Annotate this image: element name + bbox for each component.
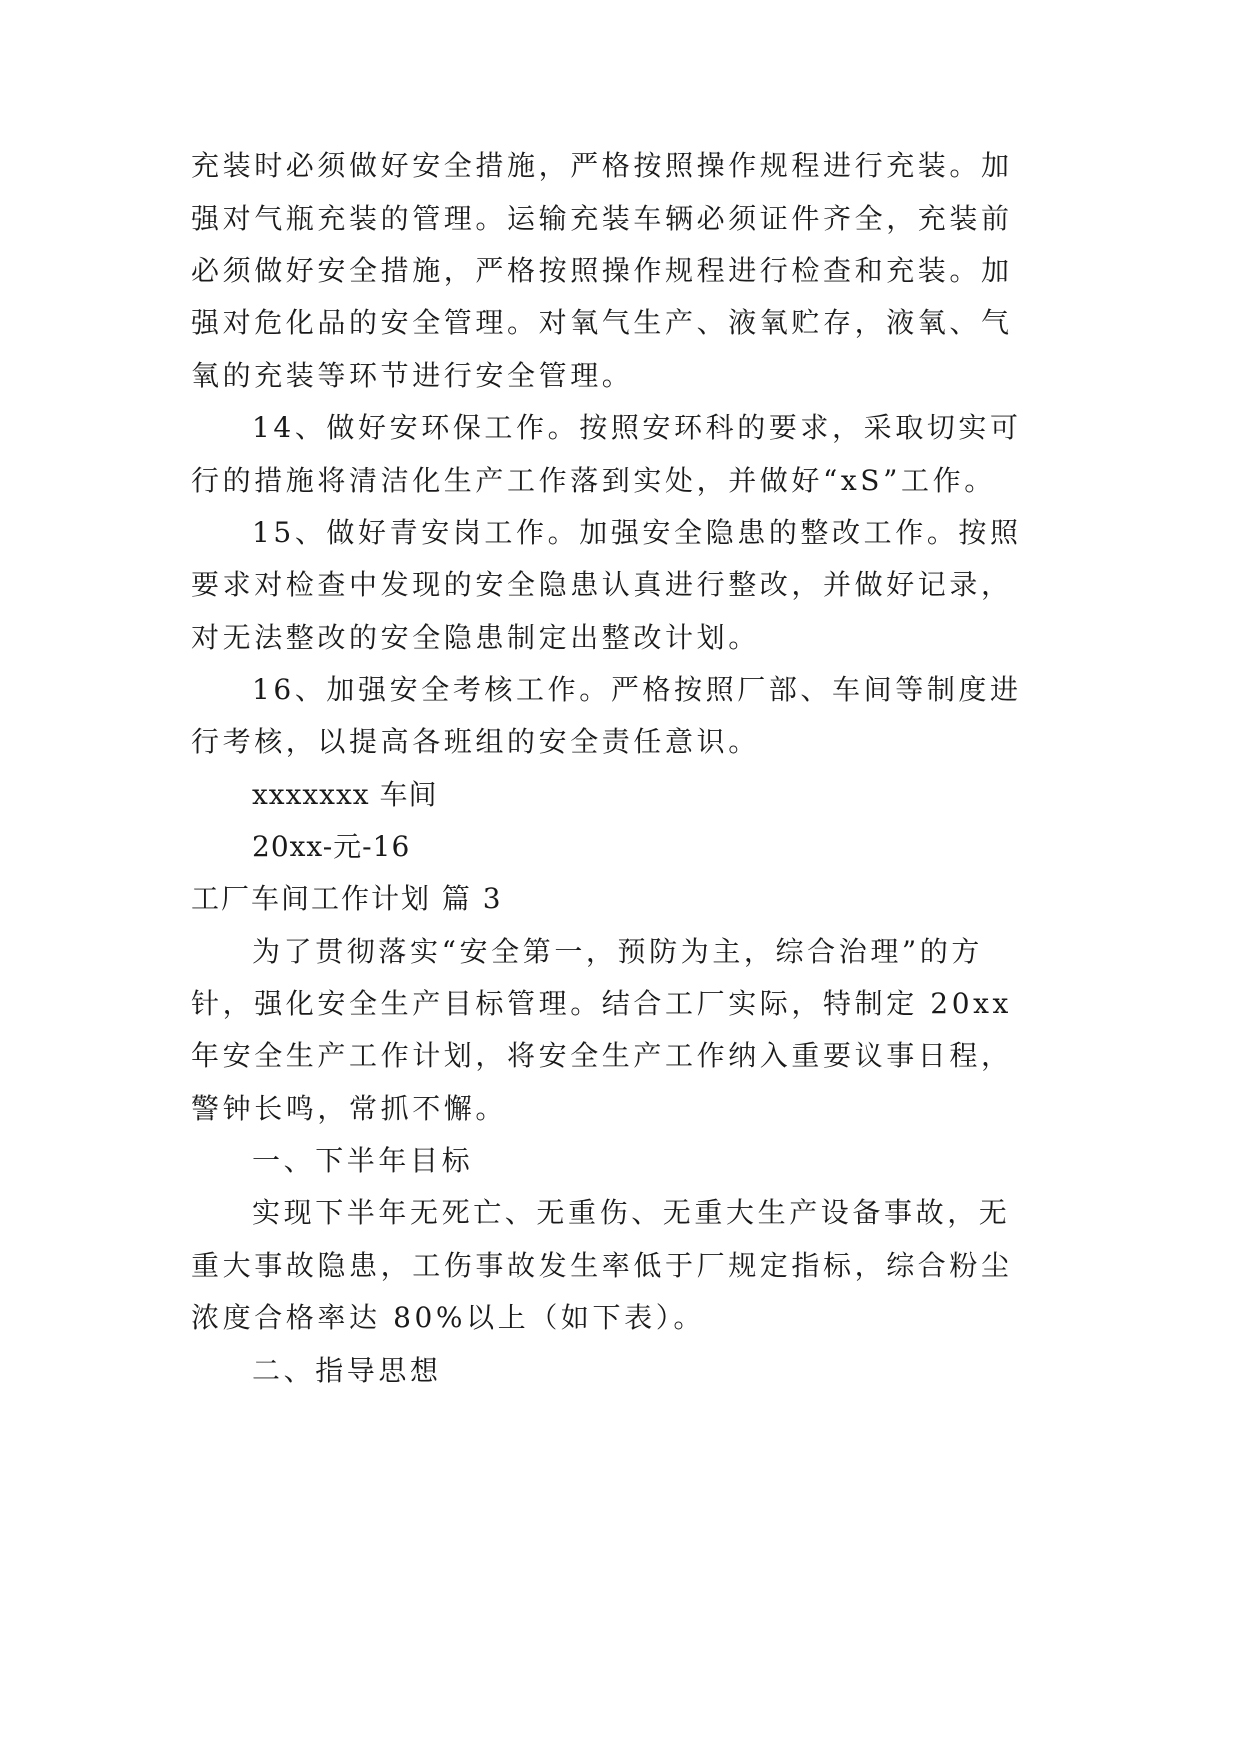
- paragraph-line: 强对危化品的安全管理。对氧气生产、液氧贮存，液氧、气: [191, 306, 1013, 339]
- paragraph-line: 对无法整改的安全隐患制定出整改计划。: [191, 621, 760, 654]
- paragraph-line: 必须做好安全措施，严格按照操作规程进行检查和充装。加: [191, 254, 1013, 287]
- signature-date: 20xx-元-16: [252, 830, 411, 863]
- paragraph-line: 行的措施将清洁化生产工作落到实处，并做好“xS”工作。: [191, 464, 996, 497]
- item-14-line: 14、做好安环保工作。按照安环科的要求，采取切实可: [252, 411, 1022, 444]
- paragraph-line: 强对气瓶充装的管理。运输充装车辆必须证件齐全，充装前: [191, 202, 1013, 235]
- paragraph-line: 浓度合格率达 80%以上（如下表）。: [191, 1301, 705, 1334]
- paragraph-line: 要求对检查中发现的安全隐患认真进行整改，并做好记录，: [191, 568, 1013, 601]
- paragraph-line: 重大事故隐患，工伤事故发生率低于厂规定指标，综合粉尘: [191, 1249, 1013, 1282]
- item-15-line: 15、做好青安岗工作。加强安全隐患的整改工作。按照: [252, 516, 1022, 549]
- paragraph-line: 年安全生产工作计划，将安全生产工作纳入重要议事日程，: [191, 1039, 1013, 1072]
- signature-workshop: xxxxxxx 车间: [252, 778, 438, 811]
- paragraph-line: 行考核，以提高各班组的安全责任意识。: [191, 725, 760, 758]
- paragraph-line: 氧的充装等环节进行安全管理。: [191, 359, 634, 392]
- subheading-goals: 一、下半年目标: [252, 1144, 474, 1177]
- paragraph-line: 警钟长鸣，常抓不懈。: [191, 1092, 508, 1125]
- section-title: 工厂车间工作计划 篇 3: [191, 882, 503, 915]
- subheading-guiding-ideology: 二、指导思想: [252, 1354, 442, 1387]
- paragraph-line: 针，强化安全生产目标管理。结合工厂实际，特制定 20xx: [191, 987, 1012, 1020]
- goals-line: 实现下半年无死亡、无重伤、无重大生产设备事故，无: [252, 1196, 1011, 1229]
- intro-line: 为了贯彻落实“安全第一，预防为主，综合治理”的方: [252, 935, 984, 968]
- item-16-line: 16、加强安全考核工作。严格按照厂部、车间等制度进: [252, 673, 1022, 706]
- paragraph-line: 充装时必须做好安全措施，严格按照操作规程进行充装。加: [191, 149, 1013, 182]
